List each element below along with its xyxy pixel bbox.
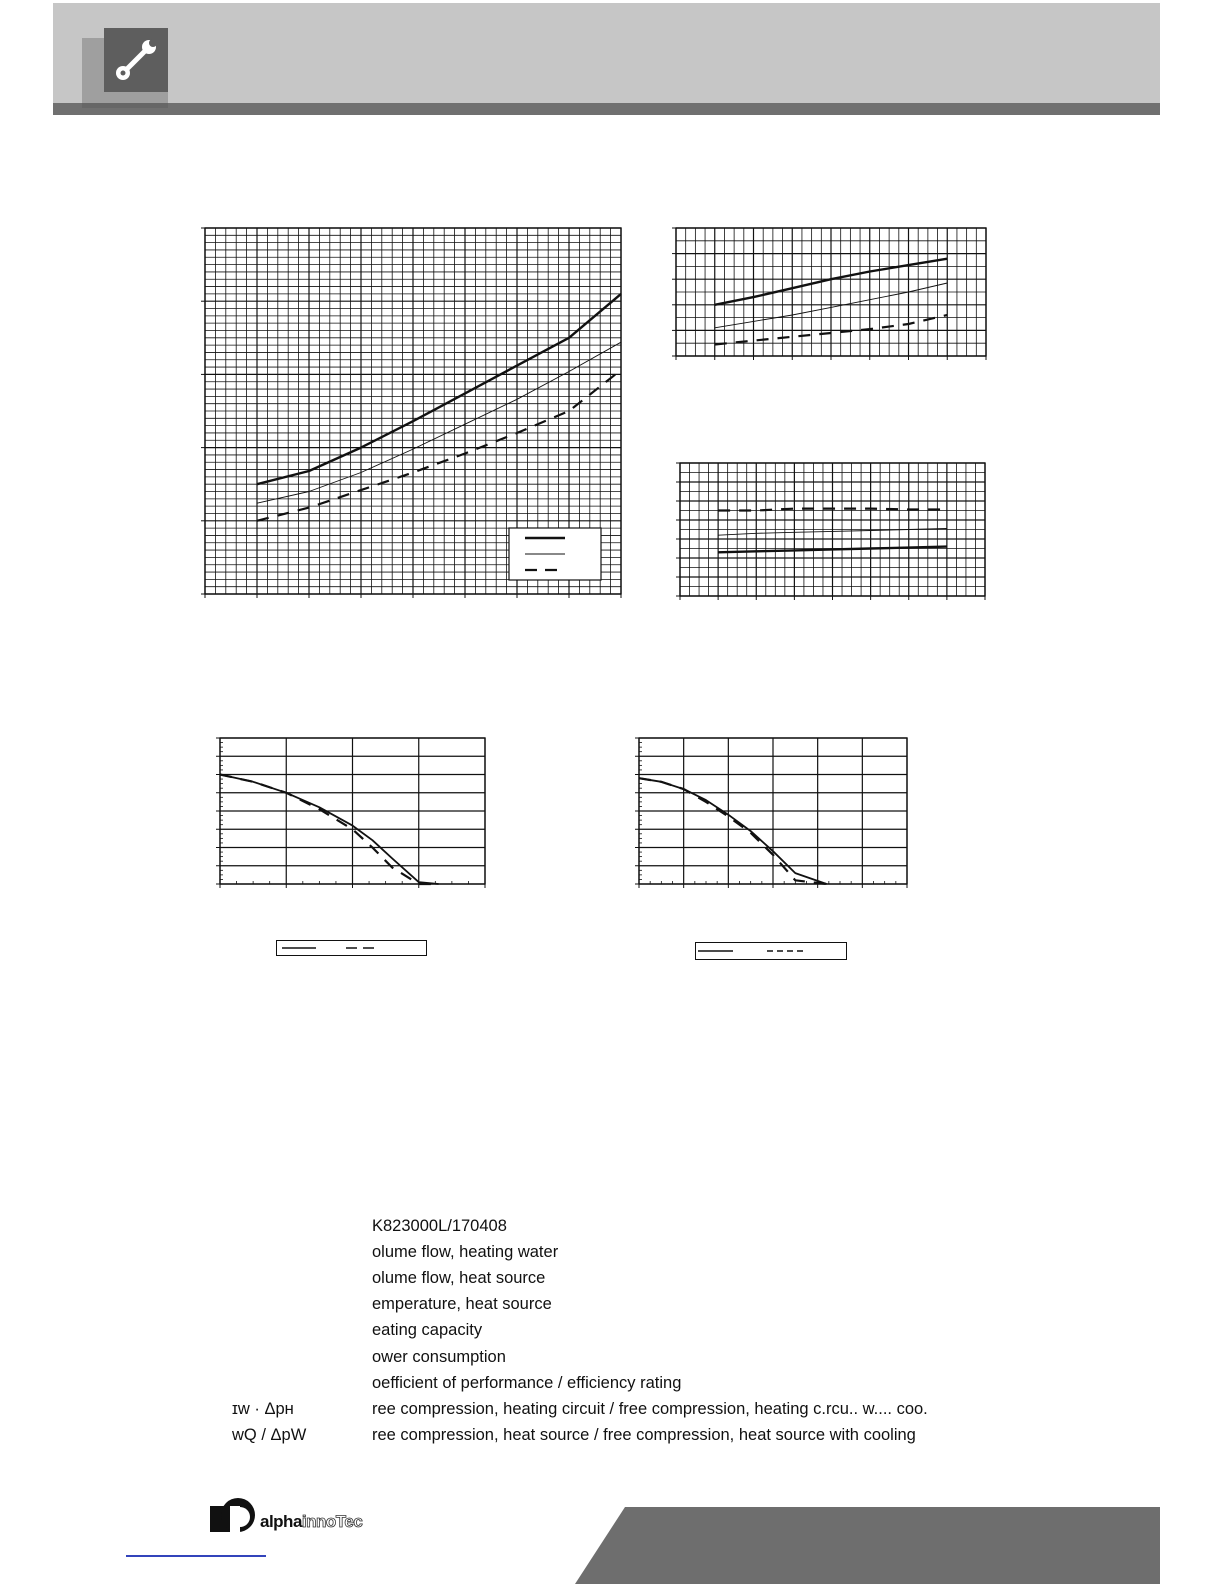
header-bar <box>53 103 1160 115</box>
footer-link-underline[interactable] <box>126 1555 266 1557</box>
legend-description: olume flow, heating water <box>372 1243 559 1262</box>
series-line-1 <box>639 778 827 884</box>
legend-description: ower consumption <box>372 1347 506 1366</box>
logo-text-outline: innoTec <box>301 1512 363 1531</box>
performance-chart <box>205 228 621 594</box>
legend-symbol: ɪw · Δpʜ <box>232 1399 294 1418</box>
legend-description: ree compression, heat source / free compression, heat source with cooling <box>372 1425 916 1444</box>
legend-description: K823000L/170408 <box>372 1217 507 1235</box>
pressure-hc-legend <box>276 940 427 956</box>
legend-description: oefficient of performance / efficiency rating <box>372 1373 682 1392</box>
legend-description: ree compression, heating circuit / free compression, heating c.rcu.. w.... coo. <box>372 1399 928 1418</box>
grid <box>639 738 907 884</box>
company-logo <box>210 1496 363 1542</box>
logo-text-bold: alpha <box>260 1512 302 1531</box>
header-band <box>53 3 1160 103</box>
pressure-heat-source-chart <box>639 738 907 884</box>
chart-legend <box>509 528 601 580</box>
wrench-icon <box>104 28 168 92</box>
legend-description: olume flow, heat source <box>372 1269 546 1288</box>
pressure-heating-circuit-chart <box>220 738 485 884</box>
power-consumption-chart <box>676 228 986 356</box>
series-line-2 <box>639 778 827 884</box>
grid <box>220 738 485 884</box>
series-line-2 <box>257 342 621 503</box>
grid <box>676 228 986 356</box>
legend-description: emperature, heat source <box>372 1295 552 1314</box>
legend-symbol: wQ / ΔpW <box>232 1425 307 1444</box>
legend-description: eating capacity <box>372 1321 483 1340</box>
axis-ticks <box>672 228 986 360</box>
series-line-3 <box>257 370 621 521</box>
footer-band <box>575 1507 1160 1584</box>
grid <box>680 463 985 596</box>
pressure-hs-legend <box>695 942 847 960</box>
cop-chart <box>680 463 985 596</box>
